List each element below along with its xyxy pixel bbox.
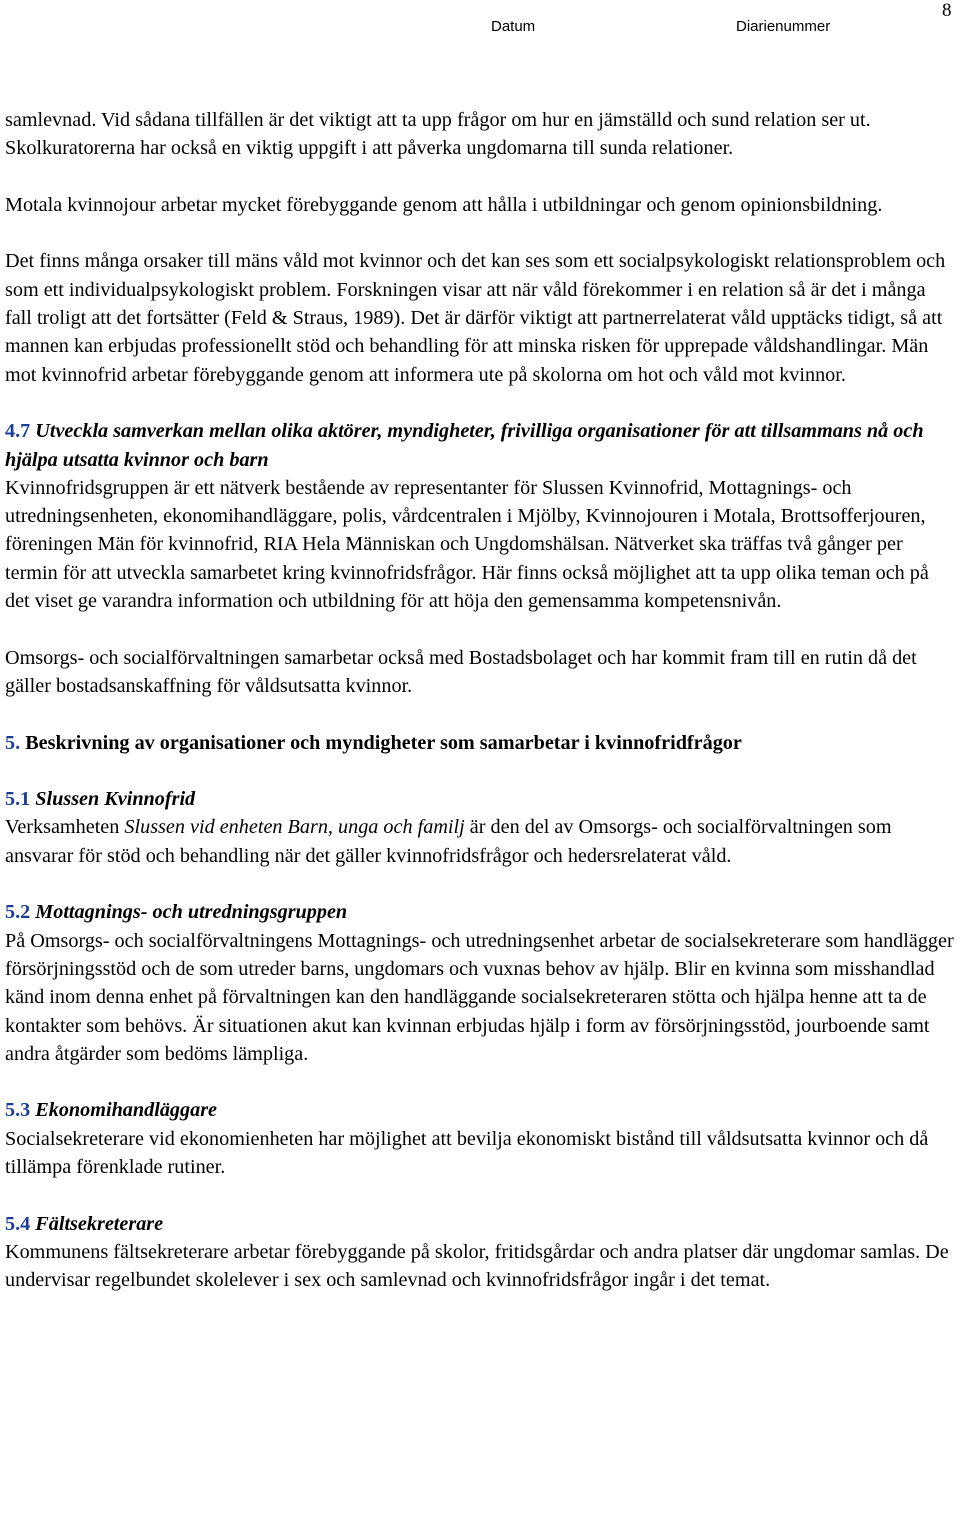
section-5-1 [5,785,955,870]
section-5-2-heading [5,898,955,926]
section-5-3 [5,1096,955,1181]
section-5-4-heading [5,1210,955,1238]
section-5-4 [5,1210,955,1295]
section-heading-text: Beskrivning av organisationer och myndigheter som samarbetar i kvinnofridfrågor [25,731,742,754]
section-5-2 [5,898,955,1068]
section-heading-text: Ekonomihandläggare [35,1099,218,1122]
section-number: 4.7 [5,420,31,443]
section-4-7 [5,417,955,615]
section-heading-text: Mottagnings- och utredningsgruppen [35,901,348,924]
header-diarienummer: Diarienummer [736,18,831,35]
body-text-post: är den del av Omsorgs- och socialförvaltningen som ansvarar för stöd och behandling när det gäller kvinnofridsfrågor och hedersrelaterat våld. [5,816,892,867]
section-5-3-body: Socialsekreterare vid ekonomienheten har möjlighet att bevilja ekonomiskt bistånd till våldsutsatta kvinnor och då tillämpa förenklade rutiner. [5,1127,929,1178]
section-4-7-body: Kvinnofridsgruppen är ett nätverk bestående av representanter för Slussen Kvinnofrid, Mottagnings- och utredningsenheten, ekonomihandläggare, polis, vårdcentralen i Mjölby, Kvinnojouren i Motala, Brottsofferjouren, föreningen Män för kvinnofrid, RIA Hela Människan och Ungdomshälsan. Nätverket ska träffas två gånger per termin för att utveckla samarbetet kring kvinnofridsfrågor. Här finns också möjlighet att ta upp olika teman och på det viset ge varandra information och utbildning för att höja den gemensamma kompetensnivån. [5,476,929,613]
page-header [0,0,960,60]
section-5 [5,729,955,757]
section-5-4-body: Kommunens fältsekreterare arbetar förebyggande på skolor, fritidsgårdar och andra platser där ungdomar samlas. De undervisar regelbundet skolelever i sex och samlevnad och kvinnofridsfrågor ingår i det temat. [5,1240,949,1292]
section-number: 5.1 [5,788,31,811]
section-5-2-body: På Omsorgs- och socialförvaltningens Mottagnings- och utredningsenhet arbetar de socialsekreterare som handlägger försörjningsstöd och de som utreder barns, ungdomars och vuxnas behov av hjälp. Blir en kvinna som misshandlad känd inom denna enhet på förvaltningen kan den handläggande socialsekreteraren stötta och hjälpa henne att ta de kontakter som behövs. Är situationen akut kan kvinnan erbjudas hjälp i form av försörjningsstöd, jourboende samt andra åtgärder som bedöms lämpliga. [5,929,954,1065]
section-4-7-body-2: Omsorgs- och socialförvaltningen samarbetar också med Bostadsbolaget och har kommit fram till en rutin då det gäller bostadsanskaffning för våldsutsatta kvinnor. [5,646,917,697]
paragraph-1: samlevnad. Vid sådana tillfällen är det viktigt att ta upp frågor om hur en jämställd och sund relation ser ut. Skolkuratorerna har också en viktig uppgift i att påverka ungdomarna till sunda relationer. [5,109,871,160]
section-5-1-heading [5,785,955,813]
section-5-1-body [5,813,955,870]
body-text-pre: Verksamheten [5,816,125,839]
section-heading-text: Slussen Kvinnofrid [35,788,196,811]
document-body [5,106,955,1323]
paragraph-3: Det finns många orsaker till mäns våld mot kvinnor och det kan ses som ett socialpsykologiskt relationsproblem och som ett individualpsykologiskt problem. Forskningen visar att när våld förekommer i en relation så är det i många fall troligt att det fortsätter (Feld & Straus, 1989). Det är därför viktigt att partnerrelaterat våld upptäcks tidigt, så att mannen kan erbjudas professionellt stöd och behandling för att minska risken för upprepade våldshandlingar. Män mot kvinnofrid arbetar förebyggande genom att informera ute på skolorna om hot och våld mot kvinnor. [5,250,946,386]
section-number: 5.3 [5,1099,31,1122]
body-text-italic: Slussen vid enheten Barn, unga och familj [124,816,465,839]
section-4-7-heading [5,417,955,474]
page-number: 8 [942,0,952,21]
section-heading-text: Utveckla samverkan mellan olika aktörer, myndigheter, frivilliga organisationer för att tillsammans nå och hjälpa utsatta kvinnor och barn [5,420,924,471]
section-5-heading [5,729,955,757]
section-number: 5.2 [5,901,31,924]
section-number: 5. [5,731,21,754]
section-number: 5.4 [5,1212,31,1235]
header-datum: Datum [491,18,536,35]
section-heading-text: Fältsekreterare [35,1212,164,1235]
paragraph-2: Motala kvinnojour arbetar mycket förebyggande genom att hålla i utbildningar och genom opinionsbildning. [5,193,883,216]
section-5-3-heading [5,1096,955,1124]
